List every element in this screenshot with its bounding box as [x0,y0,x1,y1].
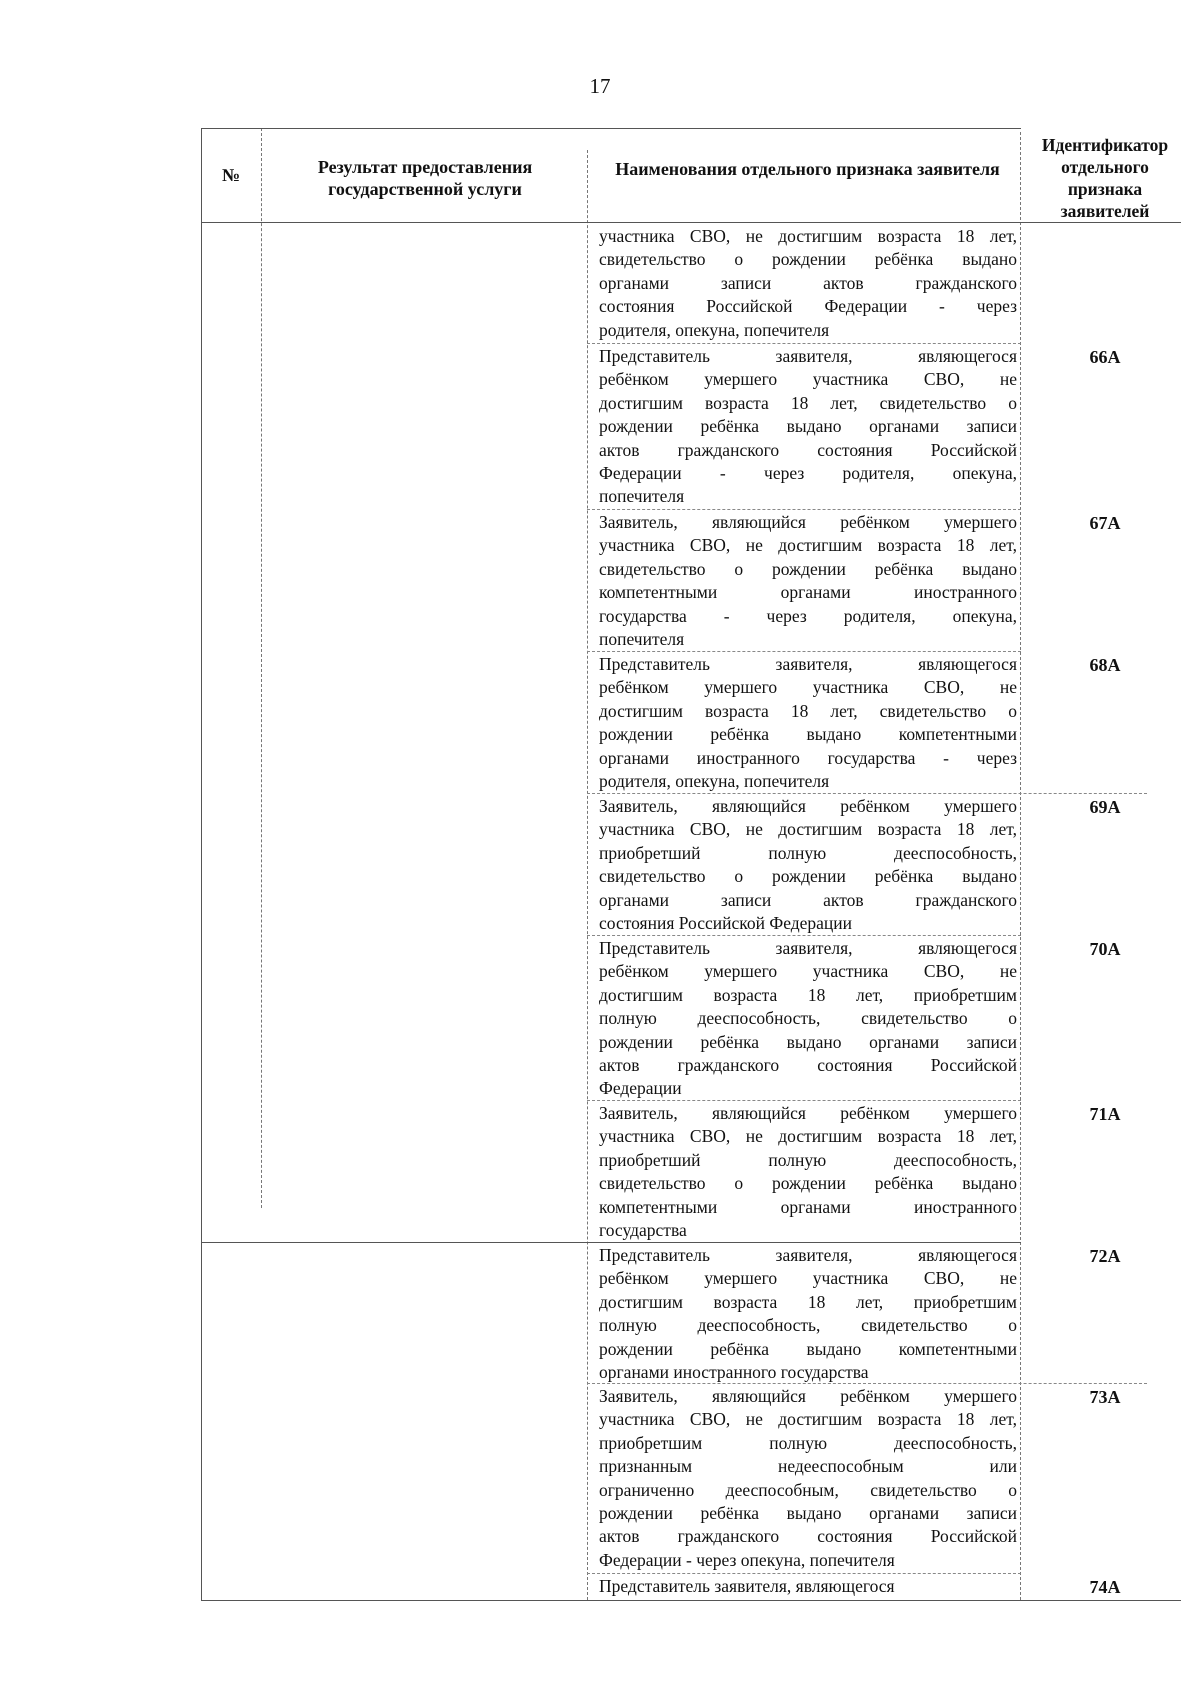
table-bottom-border [201,1600,1181,1601]
row-description-line: актов гражданского состояния Российской [599,439,1017,460]
row-identifier: 73А [1089,1387,1121,1407]
row-description [599,1385,1017,1572]
header-num: № [221,165,241,185]
row-description-line: компетентными органами иностранного [599,1196,1017,1217]
row-identifier: 71А [1089,1104,1121,1124]
row-description-line: попечителя [599,486,685,507]
row-description-line: участника СВО, не достигшим возраста 18 лет, [599,819,1017,840]
row-description-line: приобретшим полную дееспособность, [599,1432,1017,1453]
row-description-line: приобретший полную дееспособность, [599,842,1017,863]
row-identifier: 74А [1089,1577,1121,1597]
row-description-line: участника СВО, не достигшим возраста 18 лет, [599,1126,1017,1147]
row-description-line: Представитель заявителя, являющегося [599,1245,1017,1265]
row-description-line: свидетельство о рождении ребёнка выдано [599,866,1017,887]
row-description [599,1102,1017,1242]
row-description-line: рождении ребёнка выдано органами записи [599,416,1017,437]
row-description-line: ребёнком умершего участника СВО, не [599,1268,1017,1289]
row-description [599,795,1017,935]
row-identifier: 70А [1089,939,1121,959]
row-description-line: ребёнком умершего участника СВО, не [599,369,1017,390]
row-identifier: 72А [1089,1246,1121,1266]
row-description-line: полную дееспособность, свидетельство о [599,1315,1017,1336]
row-description-line: Представитель заявителя, являющегося [599,654,1017,674]
row-description-line: ребёнком умершего участника СВО, не [599,677,1017,698]
row-description-line: Представитель заявителя, являющегося [599,938,1017,958]
row-description-line: состояния Российской Федерации - через [599,296,1017,317]
header-name: Наименования отдельного признака заявителя [615,159,1000,179]
row-description-line: Заявитель, являющийся ребёнком умершего [599,796,1017,816]
row-description-line: достигшим возраста 18 лет, приобретшим [599,1291,1017,1312]
row-description-line: Федерации - через родителя, опекуна, [599,463,1017,484]
row-description-line: государства [599,1220,687,1241]
row-description-line: актов гражданского состояния Российской [599,1526,1017,1547]
row-description-line: Заявитель, являющийся ребёнком умершего [599,512,1017,532]
col-divider-name [1020,132,1021,1600]
row-description [599,653,1017,793]
row-description-line: полную дееспособность, свидетельство о [599,1008,1017,1029]
row-description-line: рождении ребёнка выдано органами записи [599,1503,1017,1524]
row-description-line: компетентными органами иностранного [599,582,1017,603]
table-top-border [201,128,1021,129]
row-description-line: органами записи актов гражданского [599,272,1017,293]
row-description-line: рождении ребёнка выдано органами записи [599,1031,1017,1052]
row-separator [587,509,1021,510]
row-description-line: участника СВО, не достигшим возраста 18 лет, [599,535,1017,556]
row-description-line: достигшим возраста 18 лет, свидетельство о [599,392,1017,413]
row-description-line: Федерации - через опекуна, попечителя [599,1549,895,1570]
row-description-line: органами иностранного государства - через [599,747,1017,768]
row-description-line: участника СВО, не достигшим возраста 18 лет, [599,226,1017,246]
row-separator [587,1573,1021,1574]
row-description-line: свидетельство о рождении ребёнка выдано [599,558,1017,579]
row-description-line: участника СВО, не достигшим возраста 18 лет, [599,1409,1017,1430]
row-description-line: рождении ребёнка выдано компетентными [599,1338,1017,1359]
row-description [599,1575,1017,1598]
row-description-line: Заявитель, являющийся ребёнком умершего [599,1386,1017,1406]
row-description-line: состояния Российской Федерации [599,913,853,934]
header-id: Идентификатор отдельного признака заявителей [1041,135,1169,221]
row-description-line: приобретший полную дееспособность, [599,1149,1017,1170]
row-description-line: Федерации [599,1078,682,1099]
row-description-line: Представитель заявителя, являющегося [599,1576,895,1596]
row-description-line: свидетельство о рождении ребёнка выдано [599,1173,1017,1194]
col-divider-num [261,128,262,1208]
row-identifier: 67А [1089,513,1121,533]
row-description-line: родителя, опекуна, попечителя [599,319,830,340]
row-description-line: органами записи актов гражданского [599,889,1017,910]
row-description-line: Заявитель, являющийся ребёнком умершего [599,1103,1017,1123]
row-description [599,225,1017,342]
row-identifier: 66А [1089,347,1121,367]
row-description [599,1244,1017,1384]
row-description-line: государства - через родителя, опекуна, [599,605,1017,626]
row-description-line: попечителя [599,629,685,650]
row-description-line: Представитель заявителя, являющегося [599,346,1017,366]
row-description-line: ограниченно дееспособным, свидетельство о [599,1479,1017,1500]
row-description-line: актов гражданского состояния Российской [599,1055,1017,1076]
row-description-line: рождении ребёнка выдано компетентными [599,724,1017,745]
row-description-line: ребёнком умершего участника СВО, не [599,961,1017,982]
row-identifier: 69А [1089,797,1121,817]
row-identifier: 68А [1089,655,1121,675]
row-description-line: достигшим возраста 18 лет, свидетельство о [599,700,1017,721]
row-description-line: достигшим возраста 18 лет, приобретшим [599,984,1017,1005]
row-description [599,511,1017,651]
page-number: 17 [589,74,611,98]
table-left-border [201,128,202,1600]
header-bottom-border [201,222,1181,223]
row-description-line: органами иностранного государства [599,1362,869,1383]
row-description-line: родителя, опекуна, попечителя [599,771,830,792]
row-separator [587,343,1021,344]
row-description [599,937,1017,1101]
row-description-line: свидетельство о рождении ребёнка выдано [599,249,1017,270]
row-description-line: признанным недееспособным или [599,1456,1017,1477]
row-description [599,345,1017,509]
header-result: Результат предоставления государственной услуги [317,157,533,199]
